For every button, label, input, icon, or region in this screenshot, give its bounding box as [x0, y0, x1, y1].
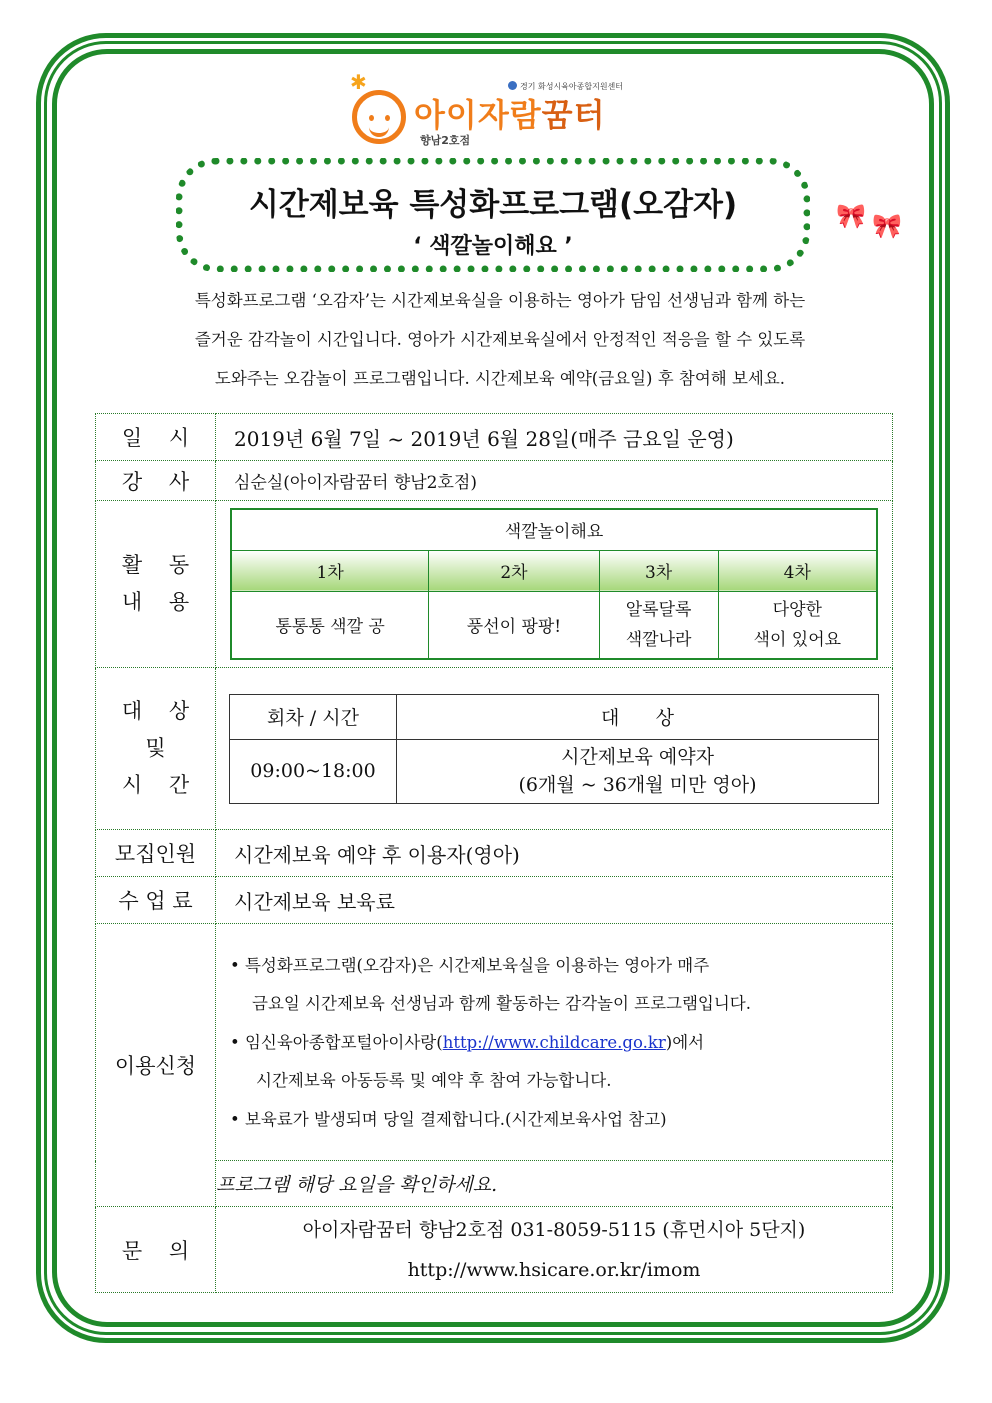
apply-bullet-2-suffix: )에서 [665, 1032, 705, 1052]
page-subtitle: ‘ 색깔놀이해요 ’ [413, 234, 573, 259]
logo-name-part2: 꿈터 [541, 96, 606, 134]
info-table [95, 413, 893, 1293]
logo-branch: 향남2호점 [420, 134, 471, 147]
apply-bullet-3: • 보육료가 발생되며 당일 결제합니다.(시간제보육사업 참고) [230, 1109, 667, 1129]
row-instructor-value: 심순실(아이자람꿈터 향남2호점) [216, 461, 893, 501]
target-desc-line1: 시간제보육 예약자 [561, 746, 714, 768]
apply-bullet-1-cont: 금요일 시간제보육 선생님과 함께 활동하는 감각놀이 프로그램입니다. [252, 994, 751, 1014]
smiley-face-icon [352, 90, 406, 144]
target-label-line1: 대 상 [121, 699, 190, 723]
row-activity-label [96, 501, 216, 668]
row-target-value [216, 668, 893, 830]
session-head: 3차 [599, 550, 718, 591]
apply-note: 프로그램 해당 요일을 확인하세요. [216, 1161, 893, 1207]
session-content [599, 591, 718, 659]
row-date-value: 2019년 6월 7일 ~ 2019년 6월 28일(매주 금요일 운영) [216, 414, 893, 461]
target-col1-head: 회차 / 시간 [230, 694, 397, 739]
ribbons [836, 202, 906, 242]
target-time: 09:00~18:00 [230, 739, 397, 803]
row-recruit-value: 시간제보육 예약 후 이용자(영아) [216, 830, 893, 877]
apply-bullet-1: • 특성화프로그램(오감자)은 시간제보육실을 이용하는 영아가 매주 [230, 955, 710, 975]
intro-line-2: 즐거운 감각놀이 시간입니다. 영아가 시간제보육실에서 안정적인 적응을 할 수 있도록 [194, 330, 806, 349]
session-head: 1차 [231, 550, 429, 591]
title-box [176, 158, 810, 272]
activity-table [230, 508, 878, 660]
logo-center [508, 81, 623, 92]
intro-line-1: 특성화프로그램 ‘오감자’는 시간제보육실을 이용하는 영아가 담임 선생님과 함께 하는 [194, 291, 806, 310]
page-title: 시간제보육 특성화프로그램(오감자) [248, 187, 738, 223]
logo-name [414, 90, 605, 136]
row-contact-value [216, 1207, 893, 1293]
activity-label-line1: 활 동 [121, 553, 190, 577]
session-content [718, 591, 877, 659]
session-content [231, 591, 429, 659]
target-desc-line2: (6개월 ~ 36개월 미만 영아) [518, 774, 757, 796]
apply-bullet-2 [230, 1024, 892, 1063]
row-instructor-label: 강 사 [96, 461, 216, 501]
session-content-line1: 통통통 색깔 공 [275, 617, 385, 638]
target-label-line2: 및 [145, 736, 166, 760]
row-contact-label: 문 의 [96, 1207, 216, 1293]
session-head: 2차 [429, 550, 599, 591]
target-col2-head: 대 상 [397, 694, 879, 739]
ribbon-icon: 🎀 [872, 212, 902, 240]
row-date [96, 414, 893, 461]
session-content-line1: 풍선이 팡팡! [466, 617, 562, 638]
session-content-line2: 색깔나라 [625, 629, 692, 650]
session-content-line2: 색이 있어요 [753, 629, 842, 650]
row-apply-label: 이용신청 [96, 924, 216, 1207]
center-logo-icon [508, 81, 517, 90]
ribbon-icon: 🎀 [836, 202, 866, 230]
session-content-line1: 알록달록 [625, 599, 692, 620]
row-target-label [96, 668, 216, 830]
row-apply-bullets [216, 924, 893, 1161]
row-contact [96, 1207, 893, 1293]
apply-bullet-2-cont: 시간제보육 아동등록 및 예약 후 참여 가능합니다. [256, 1071, 612, 1091]
row-recruit-label: 모집인원 [96, 830, 216, 877]
logo [350, 70, 640, 150]
contact-phone: 아이자람꿈터 향남2호점 031-8059-5115 (휴먼시아 5단지) [302, 1218, 806, 1241]
activity-table-title: 색깔놀이해요 [231, 509, 877, 550]
apply-bullets [216, 939, 892, 1146]
childcare-link[interactable]: http://www.childcare.go.kr [442, 1032, 666, 1052]
target-label-line3: 시 간 [121, 773, 190, 797]
row-target [96, 668, 893, 830]
session-content-line1: 다양한 [772, 599, 822, 620]
intro-line-3: 도와주는 오감놀이 프로그램입니다. 시간제보육 예약(금요일) 후 참여해 보세요. [214, 369, 786, 388]
row-instructor [96, 461, 893, 501]
apply-bullet-2-prefix: • 임신육아종합포털아이사랑( [230, 1032, 443, 1052]
row-activity [96, 501, 893, 668]
star-icon: ✱ [350, 70, 367, 94]
row-apply [96, 924, 893, 1161]
session-head: 4차 [718, 550, 877, 591]
row-fee-label: 수 업 료 [96, 877, 216, 924]
row-date-label: 일 시 [96, 414, 216, 461]
row-recruit [96, 830, 893, 877]
target-table [229, 694, 879, 804]
logo-center-text: 경기 화성시육아종합지원센터 [520, 82, 624, 91]
row-activity-value [216, 501, 893, 668]
row-fee [96, 877, 893, 924]
logo-name-part1: 아이자람 [414, 96, 542, 134]
row-apply-note [96, 1161, 893, 1207]
contact-url[interactable]: http://www.hsicare.or.kr/imom [407, 1258, 701, 1281]
target-desc [397, 739, 879, 803]
session-content [429, 591, 599, 659]
activity-label-line2: 내 용 [121, 590, 190, 614]
row-fee-value: 시간제보육 보육료 [216, 877, 893, 924]
